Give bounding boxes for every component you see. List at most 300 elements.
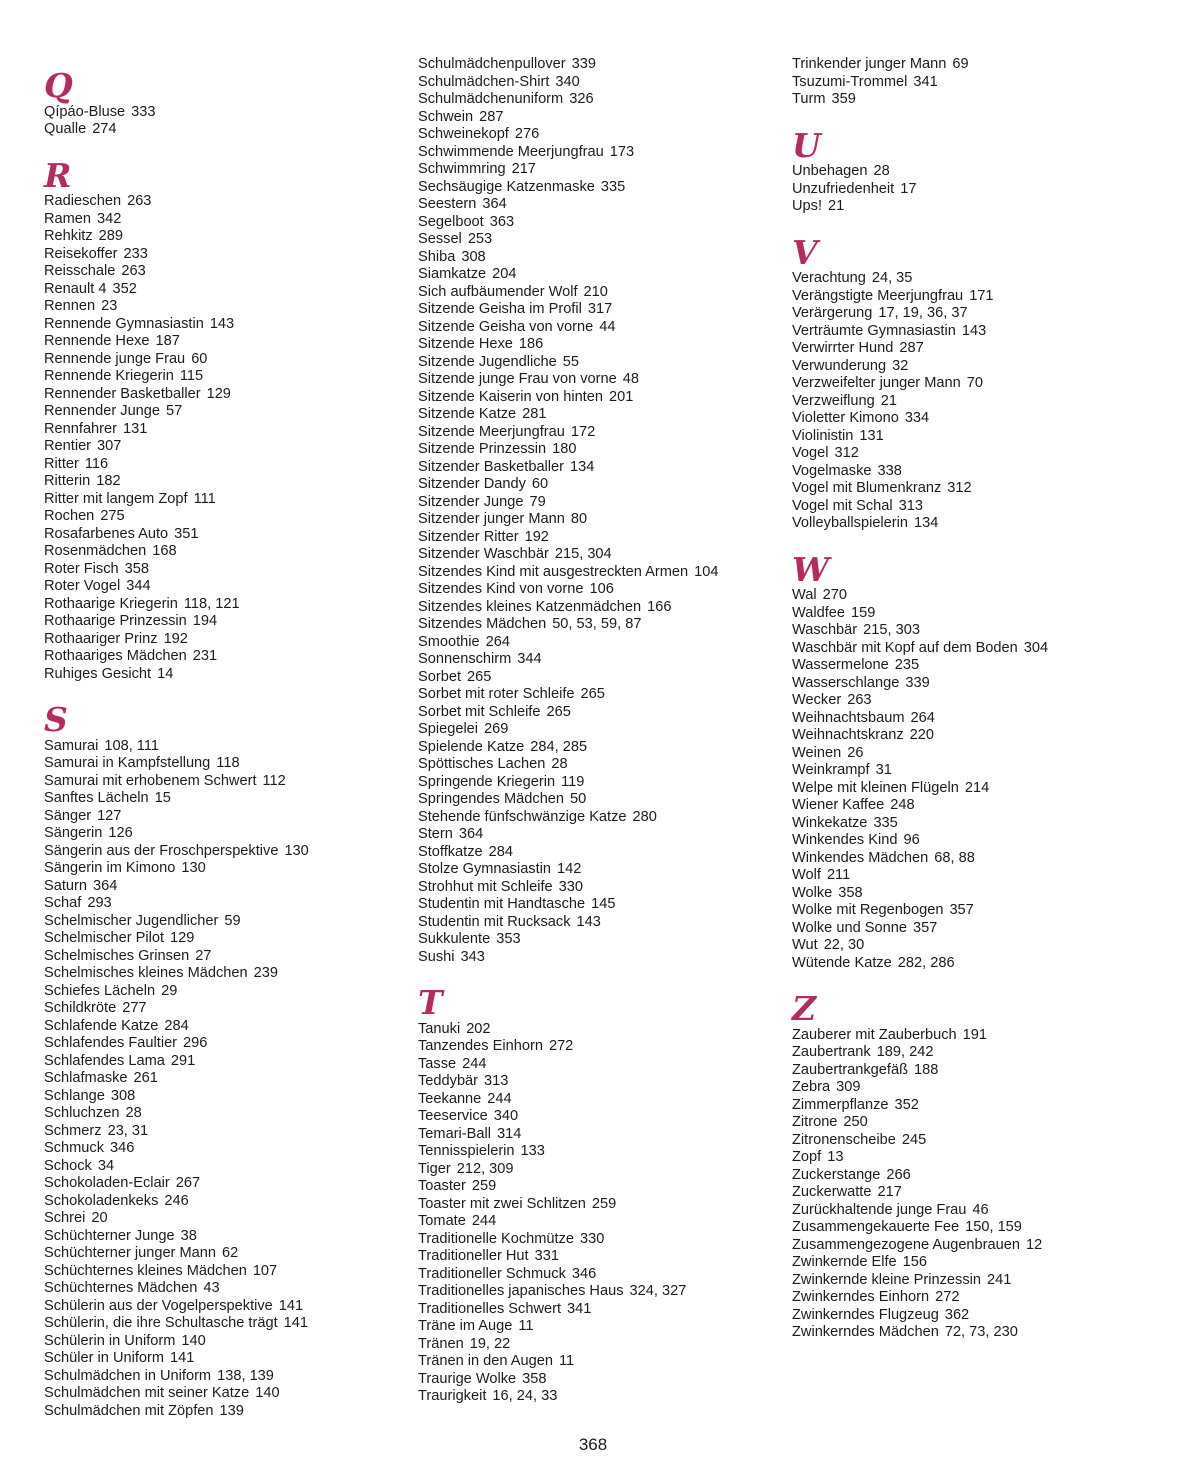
index-entry [418, 1318, 788, 1336]
entry-term: Spiegelei [418, 721, 479, 737]
entry-term: Sängerin aus der Froschperspektive [44, 842, 279, 859]
entry-pages: 346 [110, 1140, 135, 1156]
entry-term: Schock [44, 1157, 92, 1174]
entry-pages: 358 [838, 884, 863, 901]
entry-term: Traditionelles Schwert [418, 1300, 562, 1317]
index-entry [792, 1097, 1162, 1115]
entry-pages: 191 [962, 1026, 988, 1043]
index-entry [792, 745, 1162, 763]
entry-pages: 304 [1023, 639, 1049, 656]
entry-term: Sitzender Dandy [418, 476, 526, 492]
entry-term: Schlafendes Lama [44, 1052, 165, 1069]
page-number: 368 [578, 1435, 608, 1454]
index-entry [44, 1035, 414, 1053]
index-entry [44, 246, 414, 264]
entry-pages: 194 [192, 613, 218, 629]
index-entry [44, 1193, 414, 1211]
entry-pages: 248 [890, 797, 915, 813]
index-entry [44, 895, 414, 913]
entry-pages: 261 [133, 1070, 158, 1086]
index-entry [418, 756, 788, 774]
entry-term: Schildkröte [44, 1000, 117, 1016]
entry-term: Unbehagen [792, 163, 868, 179]
index-entry [418, 459, 788, 477]
entry-term: Wolke mit Regenbogen [792, 902, 944, 918]
index-entry [418, 564, 788, 582]
entry-term: Sorbet mit roter Schleife [418, 686, 575, 702]
entry-term: Qualle [44, 121, 87, 137]
entry-term: Vogel mit Blumenkranz [792, 480, 942, 496]
index-entry [44, 948, 414, 966]
index-entry [44, 561, 414, 579]
entry-pages: 217 [511, 161, 536, 177]
entry-pages: 116 [84, 455, 109, 472]
index-entry [792, 587, 1162, 605]
entry-pages: 11 [558, 1353, 575, 1369]
index-entry [792, 902, 1162, 920]
entry-term: Violetter Kimono [792, 410, 899, 426]
entry-term: Sushi [418, 948, 455, 965]
index-entry [418, 1283, 788, 1301]
index-entry [792, 480, 1162, 498]
entry-pages: 324, 327 [629, 1283, 687, 1299]
index-entry [44, 1403, 414, 1421]
entry-pages: 296 [183, 1035, 208, 1051]
index-entry [418, 91, 788, 109]
entry-term: Zusammengezogene Augenbrauen [792, 1236, 1020, 1253]
entry-pages: 28 [873, 163, 890, 179]
entry-term: Zwinkernde Elfe [792, 1254, 897, 1270]
entry-pages: 118, 121 [183, 595, 240, 612]
index-entry [418, 266, 788, 284]
entry-pages: 50 [570, 791, 587, 807]
section-letter-heading: W [792, 549, 830, 589]
index-entry [44, 473, 414, 491]
index-entry [792, 1237, 1162, 1255]
entry-term: Vogel [792, 445, 829, 461]
entry-pages: 192 [163, 630, 188, 647]
entry-pages: 253 [467, 231, 493, 247]
entry-term: Schelmischer Jugendlicher [44, 912, 219, 929]
index-entry [44, 421, 414, 439]
entry-pages: 344 [517, 651, 542, 667]
entry-term: Violinistin [792, 427, 854, 444]
entry-pages: 333 [131, 103, 156, 120]
entry-pages: 23 [101, 298, 118, 314]
index-section [44, 700, 414, 1420]
index-column-3 [792, 56, 1162, 1362]
entry-pages: 341 [567, 1300, 592, 1317]
index-entry [792, 622, 1162, 640]
entry-term: Verachtung [792, 270, 866, 286]
entry-pages: 129 [170, 930, 195, 946]
entry-term: Sitzender junger Mann [418, 511, 565, 527]
index-entry [792, 1219, 1162, 1237]
entry-term: Zuckerwatte [792, 1184, 872, 1200]
entry-term: Springende Kriegerin [418, 773, 556, 790]
section-letter-heading: V [792, 232, 818, 272]
index-entry [418, 1196, 788, 1214]
entry-pages: 267 [175, 1175, 201, 1191]
entry-pages: 343 [460, 948, 485, 965]
entry-term: Samurai mit erhobenem Schwert [44, 772, 257, 789]
entry-pages: 112 [262, 772, 286, 789]
entry-term: Schaf [44, 895, 82, 911]
entry-term: Schüler in Uniform [44, 1350, 165, 1366]
entry-pages: 212, 309 [456, 1160, 514, 1177]
entry-term: Unzufriedenheit [792, 180, 895, 197]
entry-pages: 266 [886, 1166, 911, 1183]
entry-term: Schweinekopf [418, 126, 509, 142]
entry-term: Schrei [44, 1210, 86, 1226]
index-entry [792, 1149, 1162, 1167]
entry-pages: 141 [170, 1350, 195, 1366]
entry-pages: 308 [110, 1087, 136, 1104]
index-entry [44, 773, 414, 791]
entry-term: Zwinkerndes Flugzeug [792, 1306, 939, 1323]
entry-term: Schulmädchen-Shirt [418, 73, 550, 90]
index-entry [792, 1324, 1162, 1342]
entry-term: Sitzende junge Frau von vorne [418, 371, 617, 387]
index-entry [44, 755, 414, 773]
entry-term: Wasserschlange [792, 674, 900, 691]
entry-term: Roter Vogel [44, 578, 121, 594]
entry-term: Sitzender Junge [418, 493, 524, 510]
entry-pages: 38 [180, 1227, 197, 1244]
entry-term: Schmerz [44, 1122, 102, 1139]
index-entry [792, 1027, 1162, 1045]
index-entry [418, 476, 788, 494]
index-entry [792, 885, 1162, 903]
entry-term: Shiba [418, 248, 456, 265]
index-entry [418, 1301, 788, 1319]
entry-term: Schwimmring [418, 161, 506, 177]
entry-term: Schulmädchen mit Zöpfen [44, 1402, 214, 1419]
entry-term: Verträumte Gymnasiastin [792, 322, 956, 339]
entry-term: Schelmisches Grinsen [44, 947, 190, 964]
entry-pages: 118 [216, 755, 240, 771]
index-entry [44, 843, 414, 861]
entry-pages: 281 [522, 406, 547, 422]
entry-pages: 130 [284, 842, 309, 859]
index-entry [418, 914, 788, 932]
entry-pages: 265 [546, 703, 571, 720]
entry-pages: 139 [219, 1402, 244, 1419]
index-entry [44, 104, 414, 122]
index-entry [44, 738, 414, 756]
index-entry [792, 358, 1162, 376]
entry-pages: 344 [126, 578, 151, 594]
section-letter-heading: T [418, 983, 443, 1022]
index-entry [44, 281, 414, 299]
entry-pages: 341 [913, 73, 938, 90]
index-entry [418, 301, 788, 319]
index-entry [44, 193, 414, 211]
index-entry [44, 1333, 414, 1351]
index-entry [792, 56, 1162, 74]
entry-pages: 272 [548, 1038, 574, 1054]
entry-pages: 80 [570, 511, 588, 527]
index-entry [792, 640, 1162, 658]
index-entry [418, 879, 788, 897]
index-entry [792, 393, 1162, 411]
index-entry [792, 815, 1162, 833]
index-entry [418, 144, 788, 162]
entry-term: Strohhut mit Schleife [418, 878, 553, 895]
entry-pages: 289 [98, 228, 124, 244]
index-entry [44, 1053, 414, 1071]
entry-pages: 24, 35 [871, 270, 913, 286]
index-entry [792, 1132, 1162, 1150]
index-entry [44, 526, 414, 544]
index-entry [418, 126, 788, 144]
entry-term: Traurige Wolke [418, 1370, 517, 1387]
entry-pages: 143 [961, 322, 987, 339]
entry-pages: 233 [123, 245, 148, 262]
index-entry [418, 56, 788, 74]
entry-term: Rennfahrer [44, 420, 118, 437]
entry-term: Traurigkeit [418, 1388, 487, 1404]
entry-term: Smoothie [418, 633, 480, 650]
entry-pages: 272 [935, 1289, 960, 1305]
entry-pages: 287 [479, 108, 504, 125]
index-entry [792, 498, 1162, 516]
entry-pages: 276 [514, 126, 540, 142]
entry-pages: 358 [522, 1370, 547, 1387]
entry-term: Seestern [418, 196, 477, 212]
entry-term: Rennen [44, 298, 96, 314]
entry-pages: 263 [121, 263, 146, 279]
entry-pages: 43 [203, 1280, 220, 1296]
index-entry [792, 74, 1162, 92]
index-entry [418, 686, 788, 704]
entry-pages: 312 [947, 480, 972, 496]
index-entry [418, 511, 788, 529]
entry-term: Schüchternes kleines Mädchen [44, 1262, 247, 1279]
index-entry [792, 727, 1162, 745]
entry-pages: 140 [255, 1385, 280, 1401]
entry-pages: 143 [209, 315, 235, 332]
section-letter-heading: U [792, 125, 821, 165]
entry-term: Traditioneller Schmuck [418, 1265, 566, 1282]
index-entry [418, 599, 788, 617]
index-entry [418, 896, 788, 914]
index-entry [792, 605, 1162, 623]
index-section [792, 125, 1162, 216]
entry-pages: 338 [877, 462, 902, 479]
index-entry [44, 1175, 414, 1193]
entry-pages: 264 [910, 709, 935, 726]
index-entry [418, 1161, 788, 1179]
entry-term: Springendes Mädchen [418, 791, 565, 807]
index-entry [418, 1388, 788, 1406]
index-entry [792, 1289, 1162, 1307]
index-entry [44, 613, 414, 631]
entry-term: Vogelmaske [792, 462, 872, 479]
entry-term: Sitzende Hexe [418, 336, 513, 352]
index-entry [418, 1073, 788, 1091]
entry-pages: 72, 73, 230 [944, 1324, 1018, 1340]
entry-pages: 68, 88 [934, 849, 975, 866]
entry-pages: 217 [877, 1184, 902, 1200]
index-entry [44, 1018, 414, 1036]
entry-pages: 115 [179, 368, 204, 384]
index-entry [418, 1108, 788, 1126]
entry-pages: 28 [551, 756, 568, 772]
entry-term: Sessel [418, 231, 462, 247]
entry-term: Schlange [44, 1087, 105, 1104]
entry-term: Samurai in Kampfstellung [44, 755, 211, 771]
entry-pages: 19, 22 [469, 1335, 511, 1352]
index-entry [418, 109, 788, 127]
entry-pages: 62 [221, 1245, 239, 1261]
entry-term: Sitzende Meerjungfrau [418, 423, 565, 440]
entry-pages: 21 [880, 392, 897, 409]
entry-term: Weinkrampf [792, 762, 870, 778]
entry-pages: 265 [580, 686, 605, 702]
entry-pages: 13 [827, 1149, 844, 1165]
entry-term: Rothaariges Mädchen [44, 648, 187, 664]
entry-pages: 26 [847, 744, 864, 761]
entry-pages: 265 [467, 668, 492, 685]
entry-pages: 269 [484, 721, 509, 737]
index-entry [44, 578, 414, 596]
entry-pages: 331 [534, 1248, 559, 1264]
entry-pages: 130 [181, 860, 206, 876]
entry-pages: 312 [834, 445, 859, 461]
entry-term: Segelboot [418, 213, 484, 230]
entry-term: Wolke und Sonne [792, 919, 907, 936]
entry-pages: 32 [892, 357, 909, 374]
entry-pages: 309 [836, 1079, 861, 1095]
entry-term: Sitzendes kleines Katzenmädchen [418, 598, 642, 615]
entry-term: Schlafendes Faultier [44, 1035, 178, 1051]
index-column-2 [418, 56, 788, 1426]
index-entry [792, 692, 1162, 710]
entry-pages: 284, 285 [530, 738, 588, 755]
index-entry [44, 930, 414, 948]
entry-term: Zwinkerndes Mädchen [792, 1324, 939, 1340]
entry-term: Reisschale [44, 263, 116, 279]
entry-pages: 14 [157, 665, 174, 682]
entry-pages: 22, 30 [823, 937, 865, 953]
index-entry [792, 1167, 1162, 1185]
entry-pages: 346 [571, 1265, 597, 1282]
index-entry [44, 1210, 414, 1228]
index-entry [418, 441, 788, 459]
index-entry [44, 808, 414, 826]
index-entry [418, 161, 788, 179]
entry-term: Volleyballspielerin [792, 515, 909, 531]
entry-pages: 27 [195, 947, 212, 964]
entry-pages: 44 [599, 318, 616, 335]
entry-term: Vogel mit Schal [792, 497, 893, 514]
entry-term: Sechsäugige Katzenmaske [418, 178, 595, 195]
index-entry [44, 1298, 414, 1316]
entry-term: Sitzende Jugendliche [418, 353, 557, 370]
entry-pages: 150, 159 [965, 1219, 1022, 1235]
entry-term: Verzweiflung [792, 392, 875, 409]
index-entry [792, 181, 1162, 199]
index-entry [44, 403, 414, 421]
entry-pages: 69 [952, 56, 969, 72]
entry-term: Schüchterner Junge [44, 1227, 175, 1244]
entry-term: Turm [792, 91, 826, 107]
entry-term: Schüchterner junger Mann [44, 1245, 216, 1261]
entry-pages: 180 [552, 441, 577, 457]
entry-pages: 313 [898, 497, 923, 514]
entry-term: Toaster mit zwei Schlitzen [418, 1195, 586, 1212]
entry-pages: 239 [253, 965, 278, 981]
entry-pages: 189, 242 [876, 1044, 934, 1060]
entry-pages: 133 [520, 1143, 545, 1159]
entry-pages: 244 [462, 1055, 487, 1072]
entry-pages: 166 [647, 598, 672, 615]
entry-pages: 60 [191, 350, 208, 367]
index-entry [792, 1272, 1162, 1290]
entry-term: Zitronenscheibe [792, 1131, 896, 1148]
entry-term: Waschbär mit Kopf auf dem Boden [792, 639, 1018, 656]
index-entry [44, 368, 414, 386]
entry-term: Saturn [44, 877, 87, 894]
section-letter-heading: Q [44, 66, 73, 105]
entry-term: Schmuck [44, 1140, 105, 1156]
entry-pages: 284 [164, 1017, 189, 1034]
entry-pages: 335 [600, 178, 626, 195]
index-entry [792, 270, 1162, 288]
index-entry [44, 860, 414, 878]
entry-term: Wütende Katze [792, 954, 892, 971]
index-entry [44, 878, 414, 896]
entry-pages: 17, 19, 36, 37 [878, 305, 968, 321]
index-entry [418, 424, 788, 442]
entry-pages: 359 [831, 91, 856, 107]
index-entry [418, 739, 788, 757]
entry-pages: 282, 286 [897, 954, 955, 971]
section-letter-heading: Z [792, 989, 817, 1028]
entry-pages: 275 [100, 508, 125, 524]
index-entry [44, 121, 414, 139]
entry-term: Schulmädchen mit seiner Katze [44, 1385, 250, 1401]
entry-term: Sonnenschirm [418, 651, 512, 667]
entry-term: Roter Fisch [44, 560, 119, 577]
index-entry [418, 861, 788, 879]
entry-term: Tanuki [418, 1020, 461, 1037]
index-entry [44, 1105, 414, 1123]
entry-term: Sitzende Geisha von vorne [418, 318, 594, 335]
index-entry [44, 438, 414, 456]
entry-term: Sitzender Ritter [418, 528, 519, 545]
index-entry [44, 1368, 414, 1386]
entry-pages: 159 [851, 604, 876, 621]
index-entry [792, 375, 1162, 393]
index-entry [44, 1228, 414, 1246]
index-entry [792, 340, 1162, 358]
entry-pages: 29 [161, 982, 178, 999]
entry-term: Schulmädchenpullover [418, 56, 566, 72]
entry-term: Tomate [418, 1213, 466, 1229]
entry-pages: 214 [964, 779, 990, 796]
index-entry [44, 648, 414, 666]
entry-term: Ups! [792, 198, 823, 214]
entry-term: Rennender Basketballer [44, 385, 201, 402]
entry-term: Verwunderung [792, 357, 887, 374]
index-entry [418, 1091, 788, 1109]
entry-term: Sängerin im Kimono [44, 860, 176, 876]
entry-pages: 362 [944, 1306, 970, 1323]
entry-term: Sorbet [418, 668, 461, 685]
index-entry [44, 211, 414, 229]
